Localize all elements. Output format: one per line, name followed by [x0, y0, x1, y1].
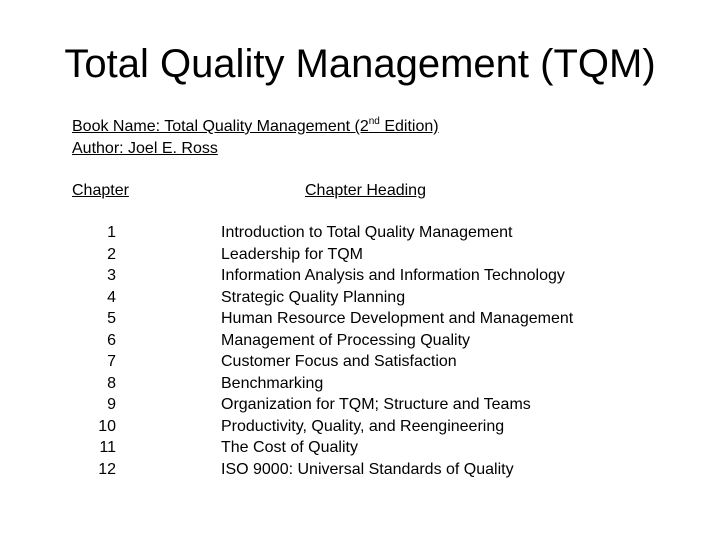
- book-name: [72, 116, 439, 138]
- chapter-column-header: Chapter: [72, 182, 129, 199]
- chapter-row: [72, 351, 672, 373]
- book-name-text: Book Name: Total Quality Management (2: [72, 118, 369, 135]
- chapter-heading: Benchmarking: [221, 374, 324, 392]
- chapter-number: 12: [98, 460, 116, 478]
- chapter-number: 10: [98, 417, 116, 435]
- chapter-heading: Information Analysis and Information Technology: [221, 267, 565, 284]
- chapter-row: [72, 373, 672, 395]
- chapter-heading: Introduction to Total Quality Management: [221, 224, 513, 241]
- chapter-heading: Management of Processing Quality: [221, 331, 471, 349]
- chapter-number: 9: [107, 396, 116, 413]
- chapter-heading: Leadership for TQM: [221, 245, 363, 263]
- chapter-number: 5: [107, 310, 116, 327]
- chapter-heading: Organization for TQM; Structure and Teams: [221, 396, 531, 413]
- chapter-row: [72, 308, 672, 330]
- chapter-row: [72, 437, 672, 459]
- chapter-number: 6: [107, 331, 116, 349]
- chapter-row: [72, 459, 672, 481]
- chapter-number: 1: [107, 224, 116, 241]
- chapter-number: 7: [107, 353, 116, 370]
- chapter-row: [72, 330, 672, 352]
- chapter-heading: Human Resource Development and Management: [221, 310, 574, 327]
- slide-title: Total Quality Management (TQM): [64, 42, 656, 86]
- chapter-number: 3: [107, 267, 116, 284]
- chapter-number: 4: [107, 288, 116, 306]
- book-info: [72, 116, 439, 160]
- chapter-heading-column-header: Chapter Heading: [305, 182, 426, 199]
- chapter-number: 11: [99, 439, 116, 456]
- chapter-row: [72, 416, 672, 438]
- chapter-row: [72, 394, 672, 416]
- chapter-heading: ISO 9000: Universal Standards of Quality: [221, 460, 514, 478]
- chapter-row: [72, 244, 672, 266]
- chapter-heading: Strategic Quality Planning: [221, 288, 406, 306]
- chapter-heading: Productivity, Quality, and Reengineering: [221, 417, 505, 435]
- chapter-row: [72, 222, 672, 244]
- chapter-number: 8: [107, 374, 116, 392]
- chapter-list: [72, 222, 672, 480]
- book-author: Author: Joel E. Ross: [72, 140, 218, 157]
- chapter-heading: Customer Focus and Satisfaction: [221, 353, 457, 370]
- chapter-row: [72, 265, 672, 287]
- book-name-suffix: Edition): [379, 118, 439, 135]
- chapter-number: 2: [107, 245, 116, 263]
- chapter-heading: The Cost of Quality: [221, 439, 358, 456]
- chapter-row: [72, 287, 672, 309]
- book-name-superscript: nd: [368, 115, 380, 127]
